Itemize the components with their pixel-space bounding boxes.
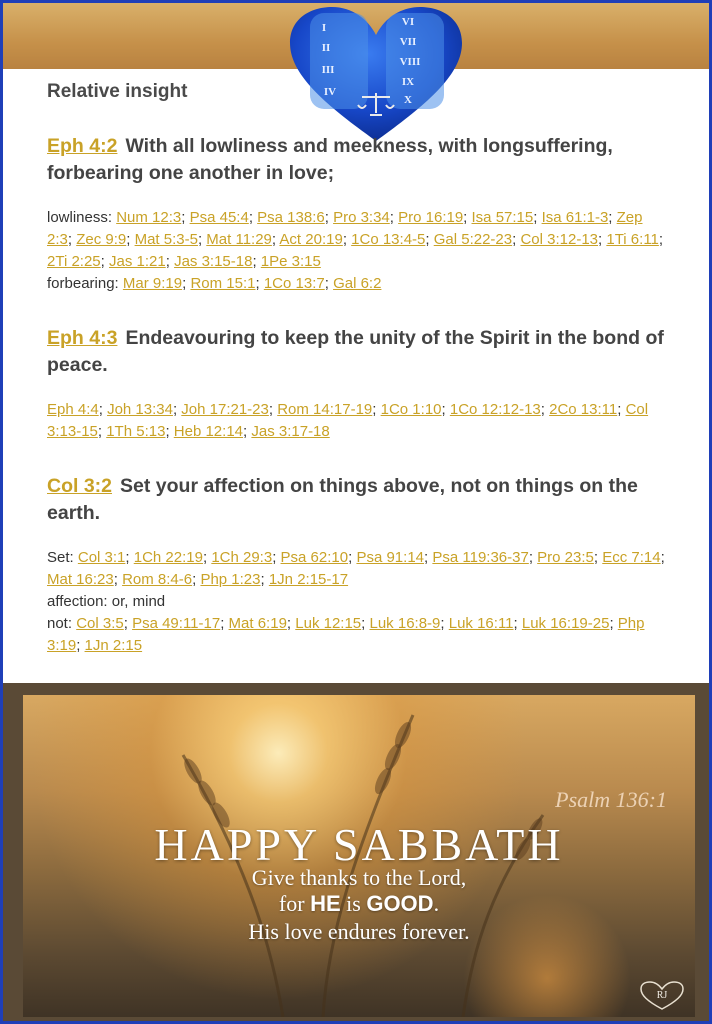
cross-reference-link[interactable]: Isa 61:1-3	[541, 209, 609, 226]
cross-reference-link[interactable]: Num 12:3	[116, 209, 182, 226]
cross-reference-link[interactable]: Col 3:12-13	[520, 231, 599, 248]
cross-reference-link[interactable]: Psa 91:14	[356, 549, 425, 566]
rj-signature-text: RJ	[656, 990, 668, 1001]
cross-reference-link[interactable]: Php 1:23	[200, 571, 261, 588]
page-title: Relative insight	[47, 81, 188, 102]
cross-reference-link[interactable]: 1Co 1:10	[380, 401, 442, 418]
sabbath-photo	[3, 683, 712, 1024]
message-line-2: for HE is GOOD.	[278, 891, 440, 916]
cross-reference-key: forbearing:	[47, 275, 119, 292]
numeral-X: X	[404, 94, 412, 106]
content-area	[3, 69, 709, 683]
cross-reference-link[interactable]: Zec 9:9	[76, 231, 127, 248]
cross-reference-link[interactable]: 1Co 13:4-5	[351, 231, 426, 248]
cross-references	[47, 547, 669, 657]
psalm-reference: Psalm 136:1	[555, 787, 667, 812]
cross-reference-link[interactable]: 2Co 13:11	[549, 401, 618, 418]
cross-reference-link[interactable]: Pro 23:5	[537, 549, 594, 566]
verse-text: With all lowliness and meekness, with longsuffering, forbearing one another in love;	[47, 135, 613, 184]
verse-reference-link[interactable]: Eph 4:2	[47, 135, 118, 157]
cross-reference-link[interactable]: Pro 16:19	[398, 209, 464, 226]
cross-reference-link[interactable]: Psa 119:36-37	[432, 549, 529, 566]
cross-reference-key: lowliness:	[47, 209, 113, 226]
cross-reference-link[interactable]: Jas 3:15-18	[174, 253, 253, 270]
numeral-IV: IV	[323, 86, 337, 98]
he-word: HE	[310, 891, 341, 916]
numeral-VIII: VIII	[399, 56, 421, 68]
verse-1	[47, 325, 669, 379]
cross-reference-link[interactable]: Rom 15:1	[190, 275, 256, 292]
cross-references	[47, 399, 669, 443]
cross-reference-link[interactable]: 1Ch 29:3	[211, 549, 273, 566]
cross-reference-link[interactable]: Mat 6:19	[228, 615, 287, 632]
cross-reference-line: Set: Col 3:1; 1Ch 22:19; 1Ch 29:3; Psa 62:10; Psa 91:14; Psa 119:36-37; Pro 23:5; Ecc 7:14; Mat 16:23; Rom 8:4-6; Php 1:23; 1Jn 2:15-17	[47, 549, 665, 588]
cross-reference-link[interactable]: 1Jn 2:15-17	[268, 571, 349, 588]
numeral-VI: VI	[401, 16, 415, 28]
numeral-II: II	[321, 42, 331, 54]
cross-reference-key: Set:	[47, 549, 74, 566]
message-line-3: His love endures forever.	[248, 919, 470, 944]
cross-references	[47, 207, 669, 295]
cross-reference-link[interactable]: 2Ti 2:25	[47, 253, 101, 270]
rj-signature-icon	[639, 981, 685, 1011]
cross-reference-link[interactable]: Php 3:19	[47, 615, 645, 654]
cross-reference-line	[47, 591, 669, 613]
cross-reference-link[interactable]: Gal 5:22-23	[433, 231, 513, 248]
numeral-I: I	[321, 22, 327, 34]
cross-reference-link[interactable]: Mat 11:29	[206, 231, 272, 248]
verse-reference-link[interactable]: Col 3:2	[47, 475, 113, 497]
cross-reference-link[interactable]: Isa 57:15	[471, 209, 534, 226]
cross-reference-link[interactable]: Ecc 7:14	[602, 549, 661, 566]
cross-reference-link[interactable]: 1Co 13:7	[263, 275, 325, 292]
cross-reference-link[interactable]: Act 20:19	[279, 231, 343, 248]
cross-reference-link[interactable]: Luk 16:11	[448, 615, 514, 632]
cross-reference-link[interactable]: Mat 5:3-5	[134, 231, 198, 248]
cross-reference-link[interactable]: 1Pe 3:15	[260, 253, 321, 270]
cross-reference-link[interactable]: Joh 13:34	[107, 401, 173, 418]
cross-reference-link[interactable]: Rom 8:4-6	[122, 571, 193, 588]
verse-2	[47, 473, 669, 527]
cross-reference-link[interactable]: Mat 16:23	[47, 571, 114, 588]
cross-reference-link[interactable]: Joh 17:21-23	[181, 401, 269, 418]
cross-reference-link[interactable]: Psa 45:4	[189, 209, 249, 226]
cross-reference-line: Eph 4:4; Joh 13:34; Joh 17:21-23; Rom 14:17-19; 1Co 1:10; 1Co 12:12-13; 2Co 13:11; Col 3:13-15; 1Th 5:13; Heb 12:14; Jas 3:17-18	[47, 401, 649, 440]
verse-0	[47, 133, 669, 187]
cross-reference-key: not:	[47, 615, 73, 632]
cross-reference-link[interactable]: Zep 2:3	[47, 209, 643, 248]
cross-reference-link[interactable]: Eph 4:4	[47, 401, 99, 418]
good-word: GOOD	[366, 891, 434, 916]
cross-reference-link[interactable]: 1Th 5:13	[106, 423, 166, 440]
happy-sabbath-title: HAPPY SABBATH	[154, 819, 564, 870]
cross-reference-line: lowliness: Num 12:3; Psa 45:4; Psa 138:6; Pro 3:34; Pro 16:19; Isa 57:15; Isa 61:1-3; Zep 2:3; Zec 9:9; Mat 5:3-5; Mat 11:29; Act 20:19; 1Co 13:4-5; Gal 5:22-23; Col 3:12-13; 1Ti 6:11; 2Ti 2:25; Jas 1:21; Jas 3:15-18; 1Pe 3:15	[47, 209, 664, 270]
verse-text: Set your affection on things above, not on things on the earth.	[47, 475, 638, 524]
verse-reference-link[interactable]: Eph 4:3	[47, 327, 118, 349]
verse-text: Endeavouring to keep the unity of the Spirit in the bond of peace.	[47, 327, 664, 376]
cross-reference-link[interactable]: 1Ti 6:11	[606, 231, 659, 248]
cross-reference-link[interactable]: 1Co 12:12-13	[449, 401, 541, 418]
cross-reference-link[interactable]: Luk 16:19-25	[521, 615, 610, 632]
cross-reference-link[interactable]: Col 3:13-15	[47, 401, 649, 440]
verse-sections	[47, 133, 669, 657]
cross-reference-link[interactable]: Rom 14:17-19	[277, 401, 373, 418]
cross-reference-line: forbearing: Mar 9:19; Rom 15:1; 1Co 13:7; Gal 6:2	[47, 275, 382, 292]
numeral-III: III	[321, 64, 335, 76]
cross-reference-link[interactable]: Heb 12:14	[173, 423, 244, 440]
sabbath-photo-scene	[23, 695, 695, 1017]
cross-reference-link[interactable]: Jas 1:21	[109, 253, 166, 270]
message-line-1: Give thanks to the Lord,	[251, 865, 467, 890]
numeral-VII: VII	[399, 36, 417, 48]
cross-reference-note: or, mind	[111, 593, 166, 610]
cross-reference-link[interactable]: Mar 9:19	[122, 275, 183, 292]
cross-reference-link[interactable]: 1Jn 2:15	[84, 637, 143, 654]
cross-reference-line: not: Col 3:5; Psa 49:11-17; Mat 6:19; Luk 12:15; Luk 16:8-9; Luk 16:11; Luk 16:19-25; Php 3:19; 1Jn 2:15	[47, 615, 645, 654]
numeral-IX: IX	[401, 76, 415, 88]
cross-reference-key: affection:	[47, 593, 108, 610]
cross-reference-link[interactable]: Psa 138:6	[257, 209, 325, 226]
cross-reference-link[interactable]: Luk 16:8-9	[369, 615, 441, 632]
cross-reference-link[interactable]: Pro 3:34	[333, 209, 390, 226]
cross-reference-link[interactable]: Luk 12:15	[295, 615, 362, 632]
cross-reference-link[interactable]: Col 3:5	[76, 615, 124, 632]
cross-reference-link[interactable]: Col 3:1	[77, 549, 126, 566]
cross-reference-link[interactable]: Gal 6:2	[333, 275, 382, 292]
cross-reference-link[interactable]: Psa 49:11-17	[132, 615, 221, 632]
cross-reference-link[interactable]: Psa 62:10	[280, 549, 349, 566]
cross-reference-link[interactable]: Jas 3:17-18	[251, 423, 330, 440]
cross-reference-link[interactable]: 1Ch 22:19	[133, 549, 203, 566]
